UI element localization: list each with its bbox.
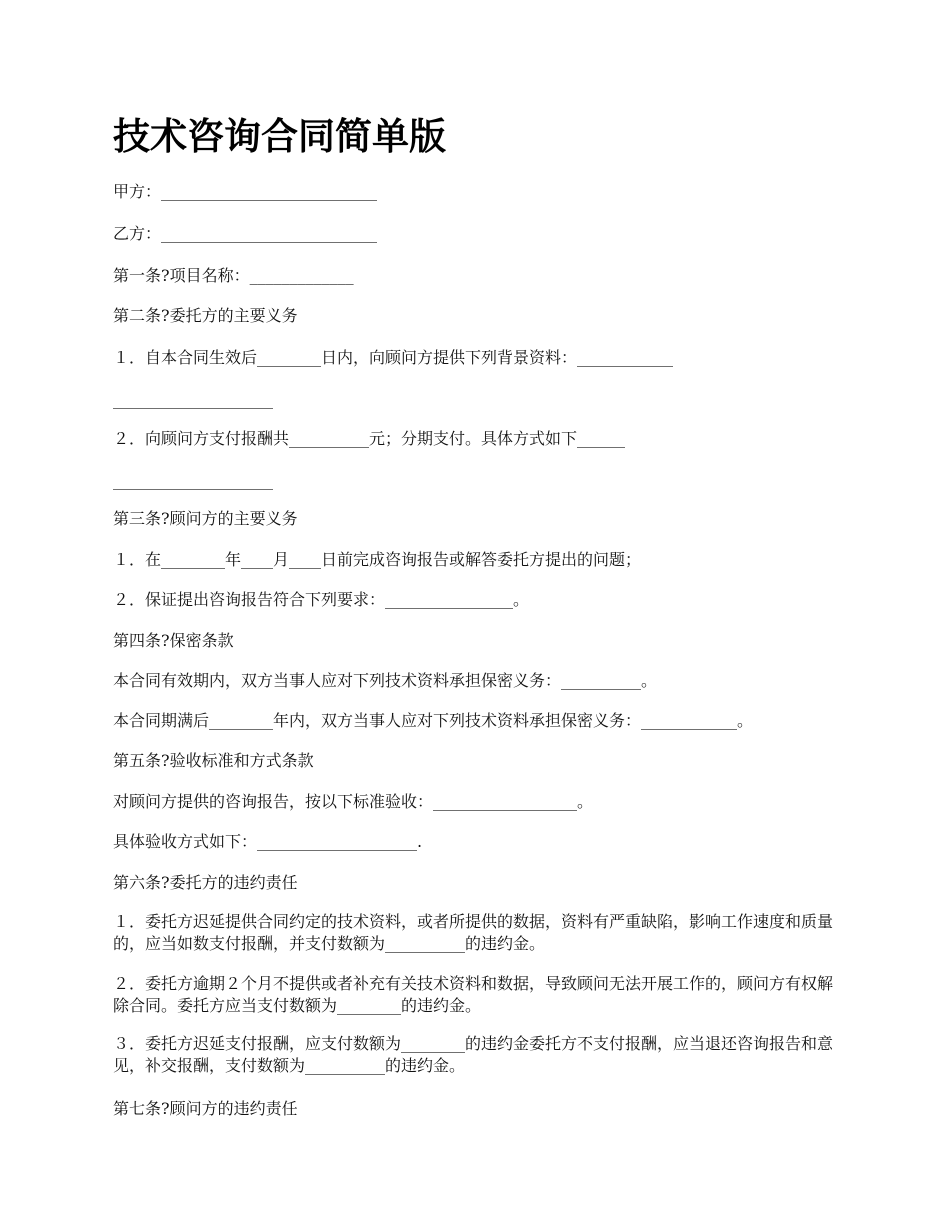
article-7-heading: 第七条?顾问方的违约责任 <box>113 1099 298 1118</box>
article-3-item-1: １．在________年____月____日前完成咨询报告或解答委托方提出的问题； <box>113 550 642 569</box>
document-title: 技术咨询合同简单版 <box>113 115 446 158</box>
article-3-heading: 第三条?顾问方的主要义务 <box>113 509 298 528</box>
article-6-item-2: ２．委托方逾期２个月不提供或者补充有关技术资料和数据，导致顾问无法开展工作的，顾问方有权解除合同。委托方应当支付数额为________的违约金。 <box>113 974 834 1015</box>
article-2-heading: 第二条?委托方的主要义务 <box>113 306 298 325</box>
article-5-clause-1: 对顾问方提供的咨询报告，按以下标准验收：__________________。 <box>113 792 594 811</box>
article-4-clause-1: 本合同有效期内，双方当事人应对下列技术资料承担保密义务：__________。 <box>113 671 658 690</box>
article-6-heading: 第六条?委托方的违约责任 <box>113 873 298 892</box>
article-1-project-name: 第一条?项目名称：_____________ <box>113 266 354 285</box>
party-b-line: 乙方：___________________________ <box>113 224 378 243</box>
article-4-heading: 第四条?保密条款 <box>113 631 234 650</box>
article-6-item-1: １．委托方迟延提供合同约定的技术资料，或者所提供的数据，资料有严重缺陷，影响工作速度和质量的，应当如数支付报酬，并支付数额为__________的违约金。 <box>113 912 834 953</box>
article-2-item-1: １．自本合同生效后________日内，向顾问方提供下列背景资料：____________ <box>113 348 674 367</box>
article-6-item-3: ３．委托方迟延支付报酬，应支付数额为________的违约金委托方不支付报酬，应当退还咨询报告和意见，补交报酬，支付数额为__________的违约金。 <box>113 1034 834 1075</box>
party-a-line: 甲方：___________________________ <box>113 182 378 201</box>
article-2-item-2-continuation: ____________________ <box>113 471 273 490</box>
article-5-clause-2: 具体验收方式如下：____________________. <box>113 832 423 851</box>
article-4-clause-2: 本合同期满后________年内，双方当事人应对下列技术资料承担保密义务：____________。 <box>113 711 754 730</box>
article-3-item-2: ２．保证提出咨询报告符合下列要求：________________。 <box>113 590 530 609</box>
article-5-heading: 第五条?验收标准和方式条款 <box>113 751 314 770</box>
article-2-item-1-continuation: ____________________ <box>113 390 273 409</box>
article-2-item-2: ２．向顾问方支付报酬共__________元；分期支付。具体方式如下______ <box>113 429 626 448</box>
